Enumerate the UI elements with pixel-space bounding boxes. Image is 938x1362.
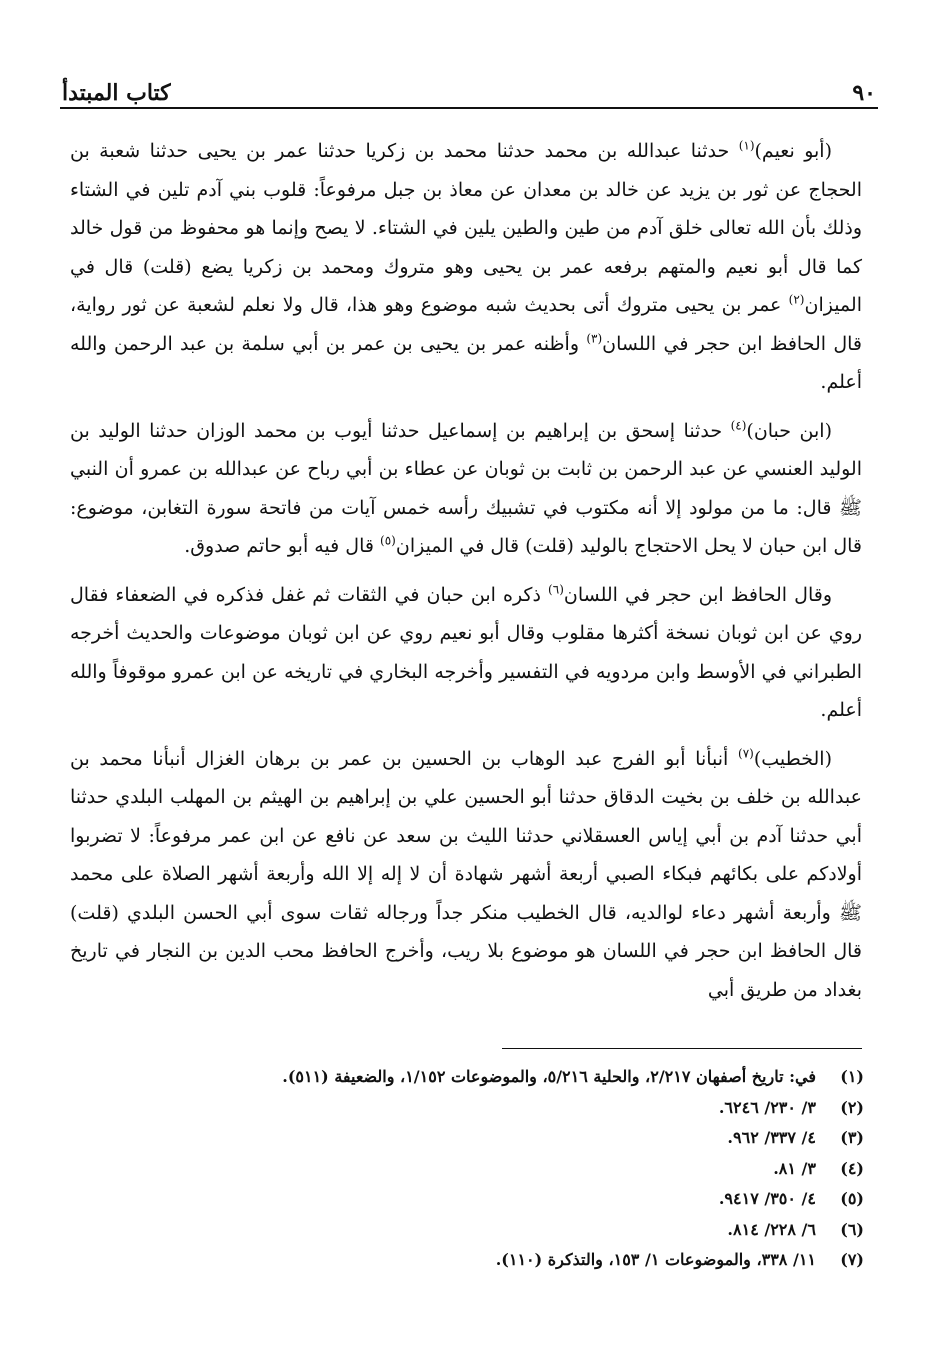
source-name: (أبو نعيم) bbox=[754, 140, 832, 162]
footnote-ref: (٦) bbox=[548, 582, 564, 597]
paragraph-ibn-hajar bbox=[70, 576, 862, 730]
paragraph-text: وقال الحافظ ابن حجر في اللسان bbox=[563, 583, 832, 606]
footnote-ref: (٢) bbox=[788, 292, 805, 307]
footnote-number: (٤) bbox=[840, 1158, 864, 1178]
footnote-text: في: تاريخ أصفهان ٢/٢١٧، والحلية ٥/٢١٦، والموضوعات ١/١٥٢، والضعيفة (٥١١). bbox=[282, 1067, 816, 1086]
paragraph-text: ذكره ابن حبان في الثقات ثم غفل فذكره في الضعفاء فقال روي عن ابن ثوبان نسخة أكثرها مقلوب وقال أبو نعيم روي عن ابن ثوبان موضوعات والحديث أخرجه الطبراني في الأوسط وابن مردويه في التفسير وأخرجه البخاري في تاريخه عن ابن عمرو موقوفاً والله أعلم. bbox=[70, 583, 862, 721]
footnote-number: (٢) bbox=[840, 1097, 864, 1117]
footnote-number: (٣) bbox=[840, 1128, 864, 1147]
footnote-text: ٤/ ٣٣٧/ ٩٦٢. bbox=[727, 1128, 816, 1147]
footnote-ref: (٣) bbox=[586, 331, 603, 346]
header-divider bbox=[60, 107, 878, 109]
footnote-item bbox=[70, 1062, 864, 1093]
paragraph-text: وأظنه عمر بن يحيى بن عمر بن أبي سلمة بن عبد الرحمن والله أعلم. bbox=[70, 332, 862, 393]
footnote-text: ٣/ ٨١. bbox=[773, 1158, 816, 1178]
paragraph-text: حدثنا إسحق بن إبراهيم بن إسماعيل حدثنا أيوب بن محمد الوزان حدثنا الوليد بن الوليد العنسي عن عبد الرحمن بن ثابت بن ثوبان عن عطاء بن أبي رباح عن عبدالله بن عمرو أن النبي ﷺ قال: ما من مولود إلا أنه مكتوب في تشبيك رأسه خمس آيات من فاتحة سورة التغابن، موضوع: قال ابن حبان لا يحل الاحتجاج بالوليد (قلت) قال في الميزان bbox=[70, 419, 862, 557]
footnote-text: ٤/ ٣٥٠/ ٩٤١٧. bbox=[718, 1189, 816, 1208]
footnote-number: (٦) bbox=[840, 1219, 864, 1239]
footnote-item bbox=[70, 1215, 864, 1246]
paragraph-text: عمر بن يحيى متروك أتى بحديث شبه موضوع وهو هذا، قال ولا نعلم لشعبة عن ثور رواية، قال الحافظ ابن حجر في اللسان bbox=[70, 294, 863, 355]
footnote-ref: (٤) bbox=[730, 418, 747, 433]
footnote-item bbox=[70, 1093, 864, 1124]
source-name: (الخطيب) bbox=[753, 747, 832, 770]
footnote-ref: (٥) bbox=[380, 533, 396, 548]
source-name: (ابن حبان) bbox=[746, 419, 832, 442]
paragraph-abu-nuaim bbox=[70, 132, 862, 402]
paragraph-text: قال فيه أبو حاتم صدوق. bbox=[184, 535, 381, 557]
paragraph-al-khatib bbox=[70, 740, 862, 1010]
footnote-number: (٥) bbox=[840, 1189, 864, 1208]
page-number: ٩٠ bbox=[852, 80, 876, 106]
footnote-item bbox=[70, 1245, 864, 1276]
footnote-divider bbox=[502, 1048, 862, 1049]
book-title: كتاب المبتدأ bbox=[62, 80, 171, 106]
footnote-ref: (١) bbox=[738, 138, 755, 153]
footnote-number: (١) bbox=[840, 1067, 864, 1086]
paragraph-ibn-hibban bbox=[70, 412, 862, 566]
footnote-item bbox=[70, 1184, 864, 1215]
footnotes bbox=[70, 1062, 864, 1276]
paragraph-text: حدثنا عبدالله بن محمد حدثنا محمد بن زكريا حدثنا عمر بن يحيى حدثنا شعبة بن الحجاج عن ثور بن يزيد عن خالد بن معدان عن معاذ بن جبل مرفوعاً: قلوب بني آدم تلين في الشتاء وذلك بأن الله تعالى خلق آدم من طين والطين يلين في الشتاء. لا يصح وإنما هو محفوظ من قول خالد كما قال أبو نعيم والمتهم برفعه عمر بن يحيى وهو متروك ومحمد بن زكريا يضع (قلت) قال في الميزان bbox=[70, 140, 862, 316]
paragraph-text: أنبأنا أبو الفرج عبد الوهاب بن الحسين بن عمر بن برهان الغزال أنبأنا محمد بن عبدالله بن خلف بن بخيت الدقاق حدثنا أبو الحسين علي بن إبراهيم بن الهيثم بن المهلب البلدي حدثنا أبي حدثنا آدم بن أبي إياس العسقلاني حدثنا الليث بن سعد عن نافع عن ابن عمر مرفوعاً: لا تضربوا أولادكم على بكائهم فبكاء الصبي أربعة أشهر شهادة أن لا إله إلا الله وأربعة أشهر الصلاة على محمد ﷺ وأربعة أشهر دعاء لوالديه، قال الخطيب منكر جداً ورجاله ثقات سوى أبي الحسن البلدي (قلت) قال الحافظ ابن حجر في اللسان هو موضوع بلا ريب، وأخرج الحافظ محب الدين بن النجار في تاريخ بغداد من طريق أبي bbox=[70, 747, 862, 1001]
footnote-text: ٣/ ٢٣٠/ ٦٢٤٦. bbox=[718, 1097, 816, 1117]
footnote-ref: (٧) bbox=[738, 746, 754, 761]
footnote-text: ٦/ ٢٢٨/ ٨١٤. bbox=[727, 1219, 816, 1239]
footnote-item bbox=[70, 1154, 864, 1185]
running-header bbox=[62, 70, 876, 106]
main-text bbox=[70, 132, 862, 1019]
footnote-number: (٧) bbox=[840, 1250, 864, 1269]
footnote-item bbox=[70, 1123, 864, 1154]
footnote-text: ١١/ ٣٣٨، والموضوعات ١/ ١٥٣، والتذكرة (١١٠). bbox=[495, 1250, 816, 1269]
